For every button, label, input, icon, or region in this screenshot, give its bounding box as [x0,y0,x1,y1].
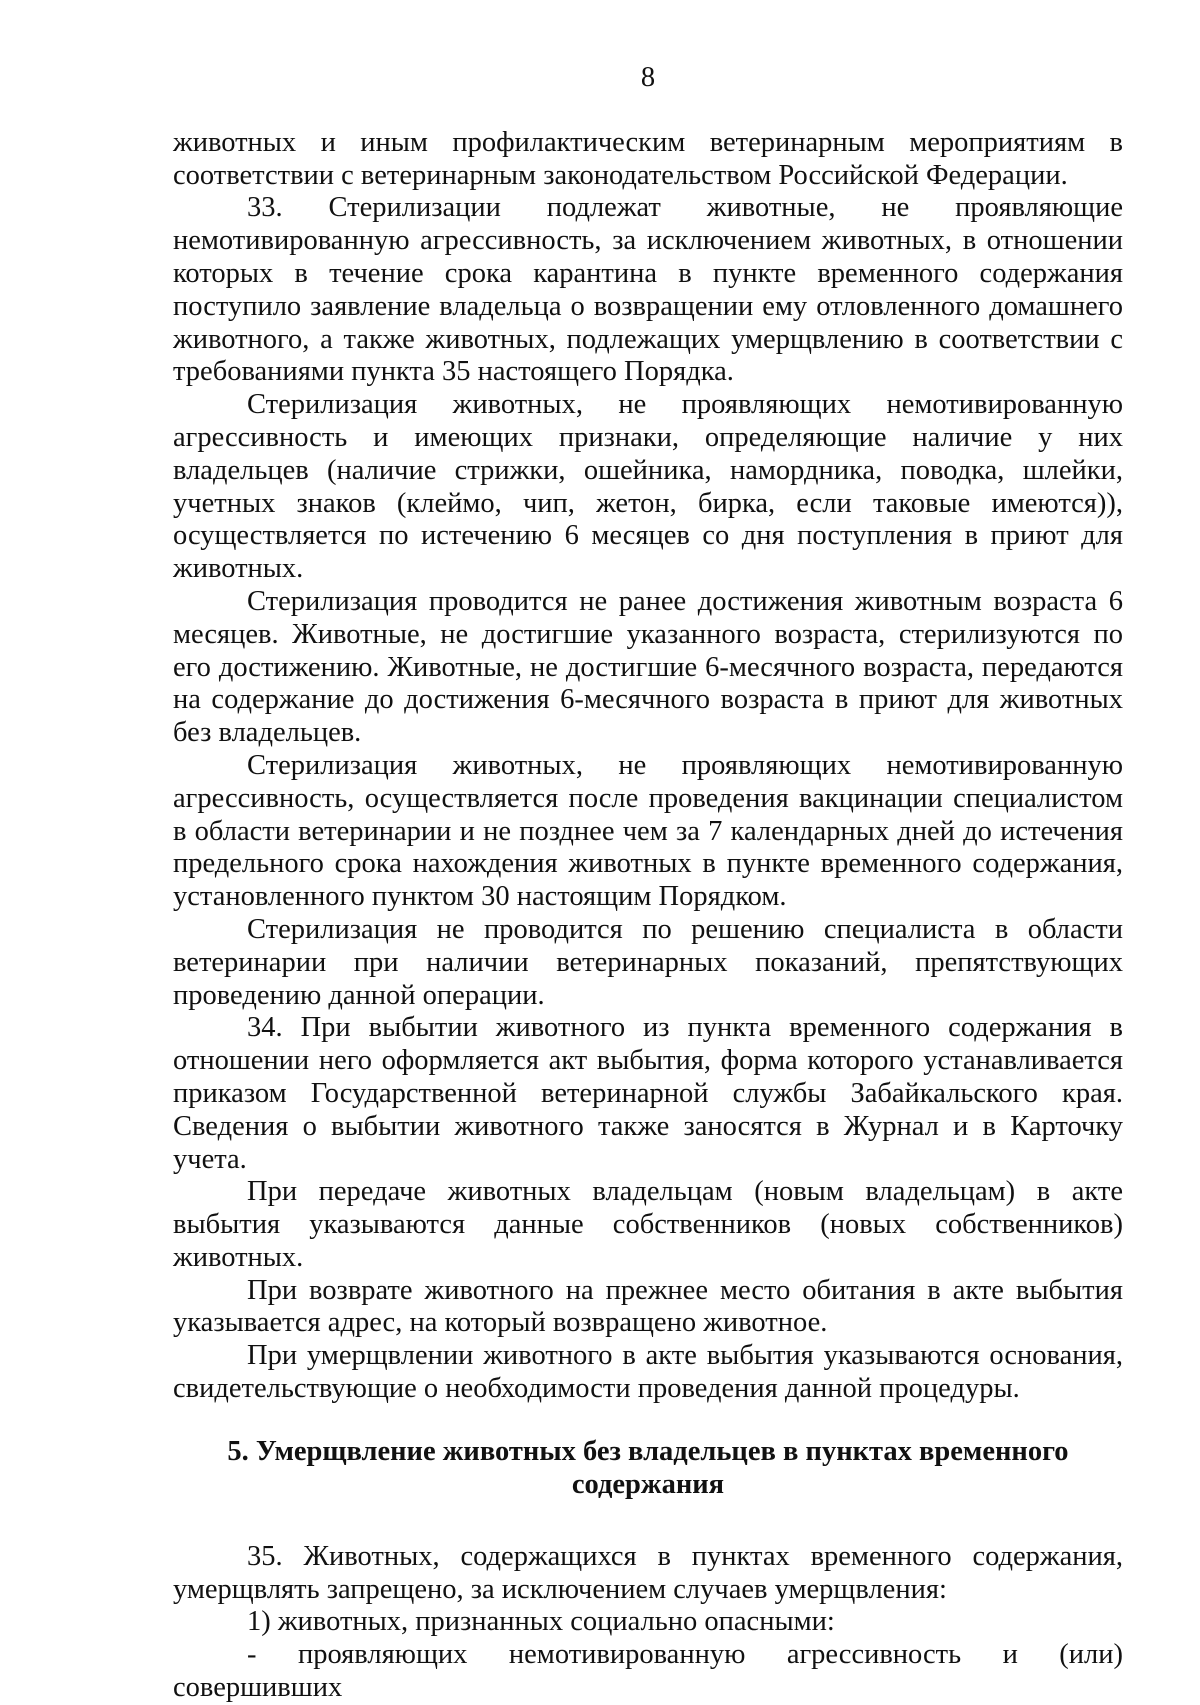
paragraph: При возврате животного на прежнее место обитания в акте выбытия указывается адрес, на который возвращено животное. [173,1274,1123,1339]
paragraph: При умерщвлении животного в акте выбытия указываются основания, свидетельствующие о необходимости проведения данной процедуры. [173,1340,1123,1405]
paragraph-35: 35. Животных, содержащихся в пунктах временного содержания, умерщвлять запрещено, за исключением случаев умерщвления: [173,1540,1123,1605]
body-before-heading [173,127,1123,1406]
list-item: - проявляющих немотивированную агрессивность и (или) совершивших [173,1639,1123,1704]
paragraph: животных и иным профилактическим ветеринарным мероприятиям в соответствии с ветеринарным законодательством Российской Федерации. [173,126,1123,191]
section-heading-line: содержания [571,1468,725,1500]
paragraph: Стерилизация проводится не ранее достижения животным возраста 6 месяцев. Животные, не достигшие указанного возраста, стерилизуются по его достижению. Животные, не достигшие 6-месячного возраста, передаются на содержание до достижения 6-месячного возраста в приют для животных без владельцев. [173,585,1123,749]
document-page [173,62,1123,1705]
body-after-heading [173,1541,1123,1705]
section-heading [173,1435,1123,1501]
list-item: 1) животных, признанных социально опасными: [247,1606,835,1638]
page-number: 8 [640,62,656,93]
paragraph: Стерилизация животных, не проявляющих немотивированную агрессивность и имеющих признаки, определяющие наличие у них владельцев (наличие стрижки, ошейника, намордника, поводка, шлейки, учетных знаков (клеймо, чип, жетон, бирка, если таковые имеются)), осуществляется по истечению 6 месяцев со дня поступления в приют для животных. [173,389,1123,585]
paragraph: Стерилизация не проводится по решению специалиста в области ветеринарии при наличии ветеринарных показаний, препятствующих проведению данной операции. [173,913,1123,1011]
section-heading-line: 5. Умерщвление животных без владельцев в пунктах временного [227,1435,1069,1467]
paragraph: Стерилизация животных, не проявляющих немотивированную агрессивность, осуществляется после проведения вакцинации специалистом в области ветеринарии и не позднее чем за 7 календарных дней до истечения предельного срока нахождения животных в пункте временного содержания, установленного пунктом 30 настоящим Порядком. [173,749,1123,913]
paragraph-33: 33. Стерилизации подлежат животные, не проявляющие немотивированную агрессивность, за исключением животных, в отношении которых в течение срока карантина в пункте временного содержания поступило заявление владельца о возвращении ему отловленного домашнего животного, а также животных, подлежащих умерщвлению в соответствии с требованиями пункта 35 настоящего Порядка. [173,192,1123,388]
paragraph-34: 34. При выбытии животного из пункта временного содержания в отношении него оформляется акт выбытия, форма которого устанавливается приказом Государственной ветеринарной службы Забайкальского края. Сведения о выбытии животного также заносятся в Журнал и в Карточку учета. [173,1012,1123,1175]
paragraph: При передаче животных владельцам (новым владельцам) в акте выбытия указываются данные собственников (новых собственников) животных. [173,1176,1123,1273]
